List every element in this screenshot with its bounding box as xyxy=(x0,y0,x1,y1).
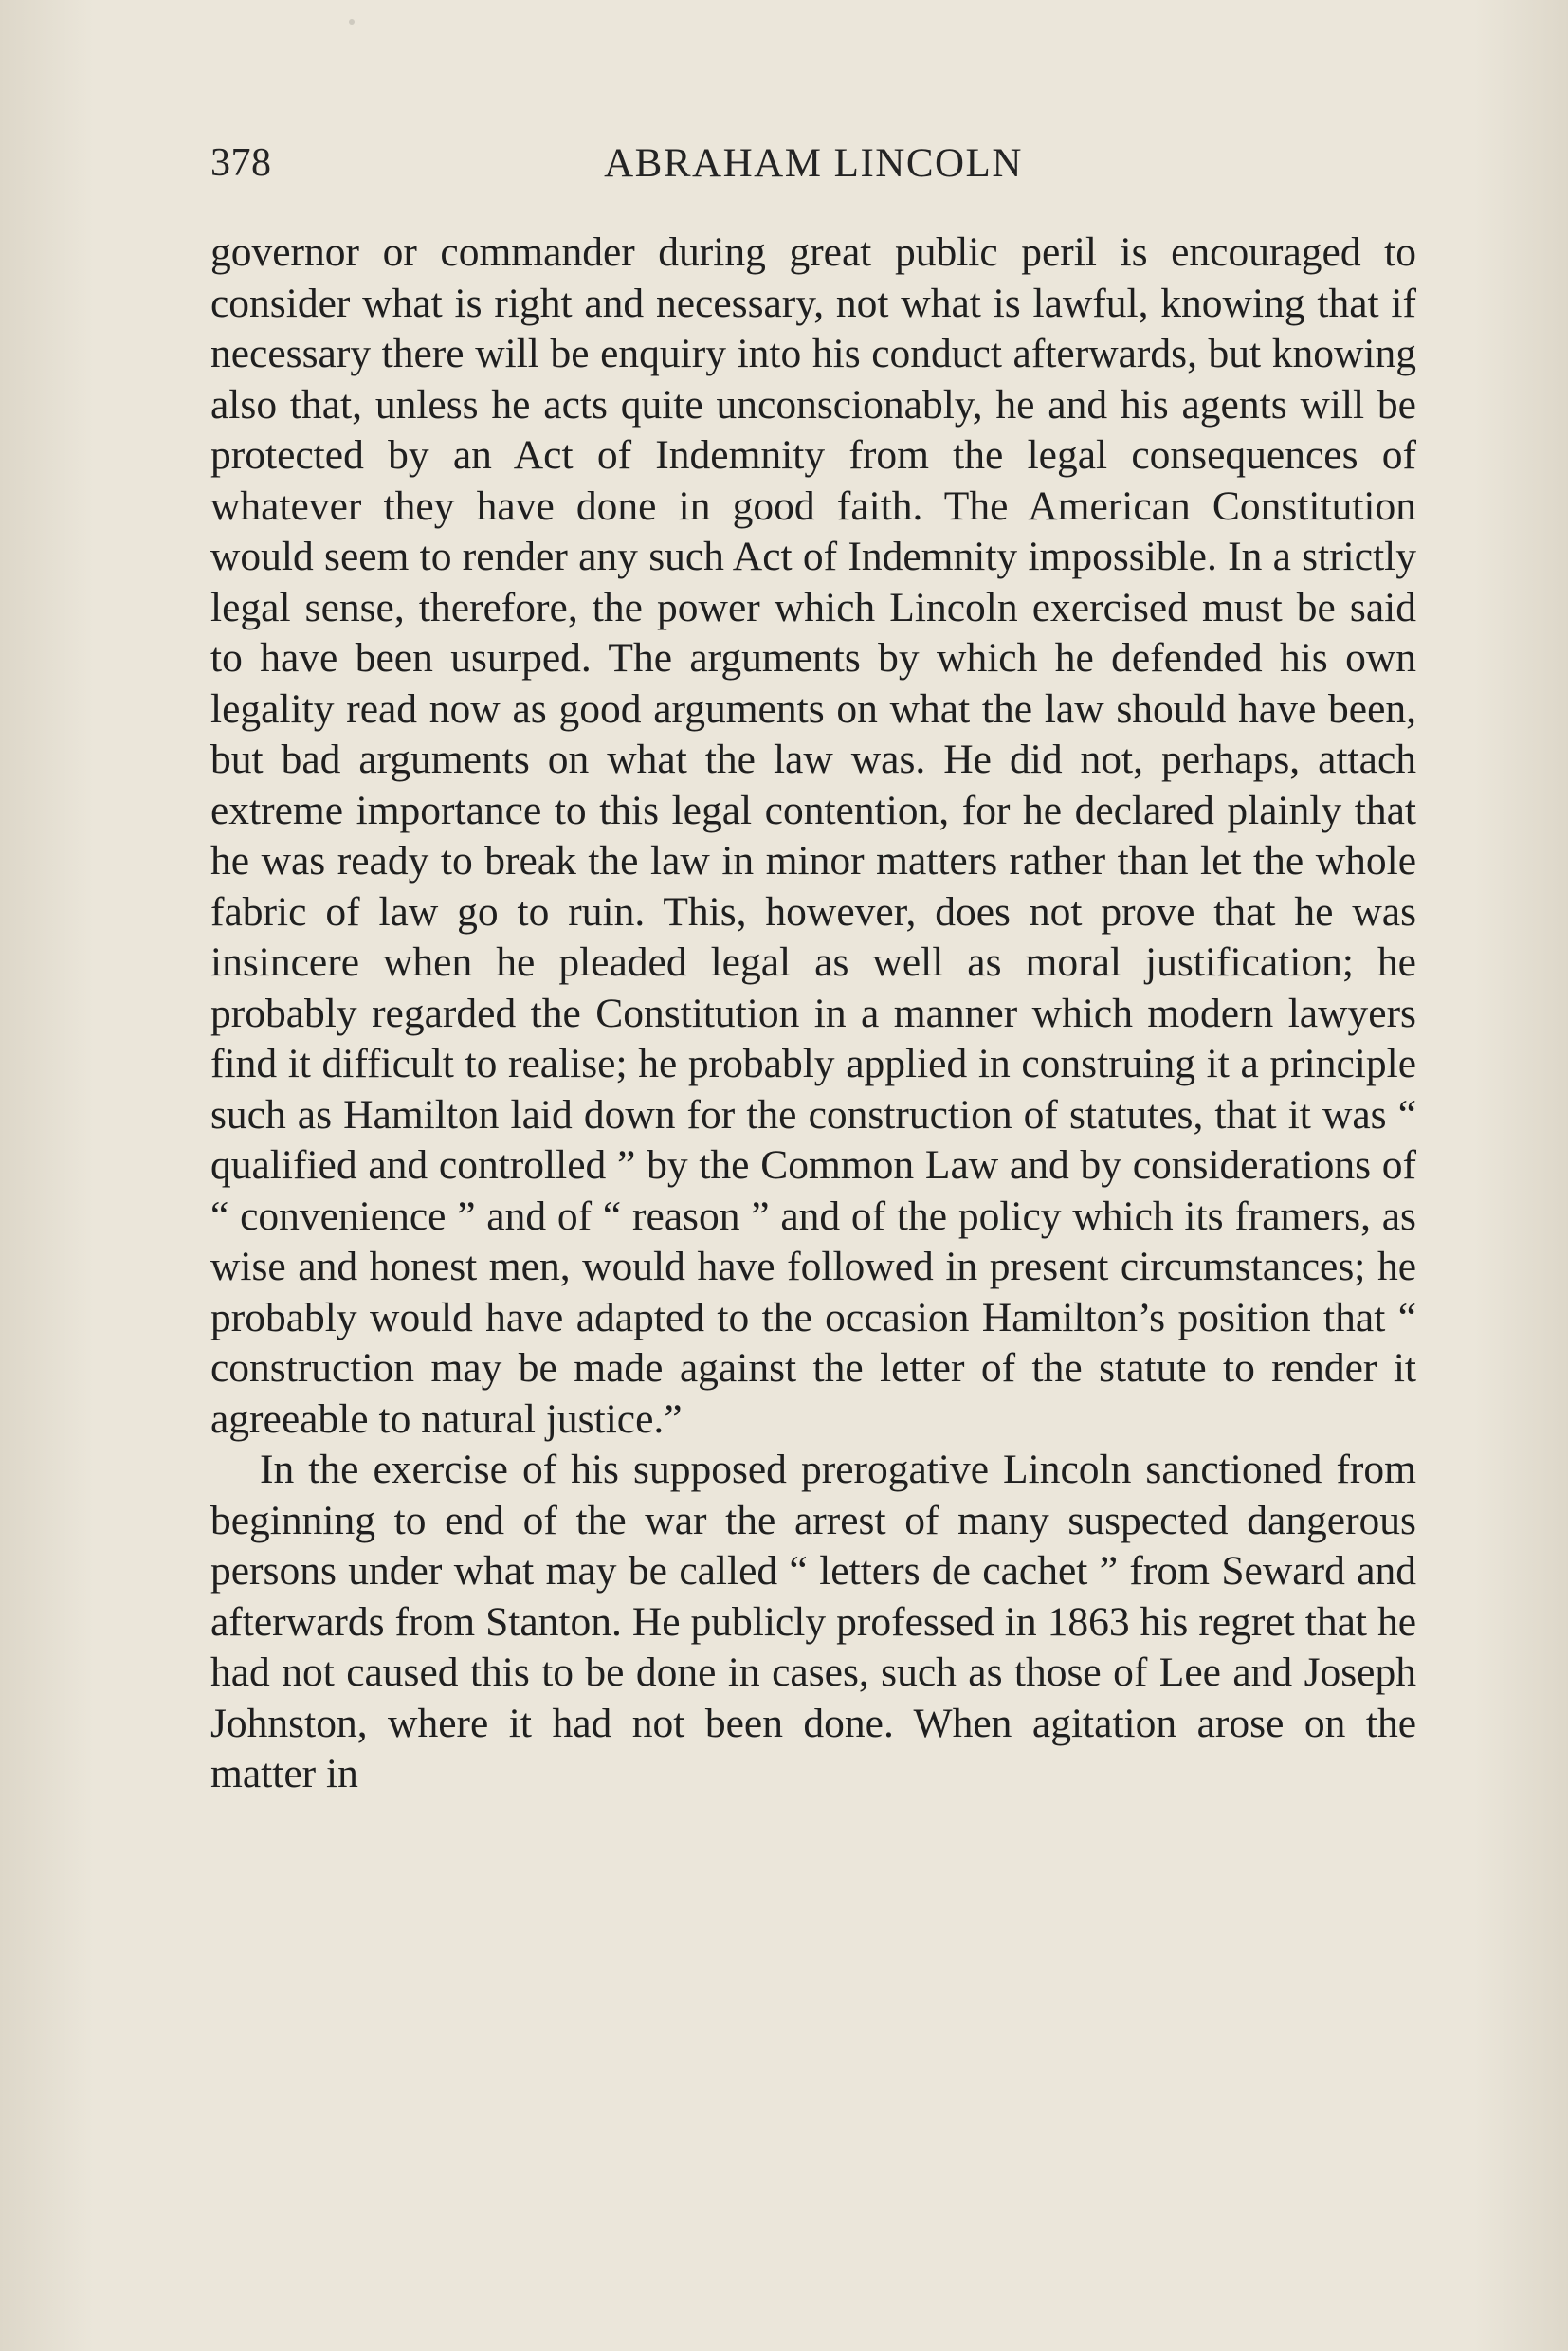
page-number: 378 xyxy=(210,141,272,185)
book-title: ABRAHAM LINCOLN xyxy=(604,141,1023,186)
paragraph: In the exercise of his supposed prerogative Lincoln sanctioned from beginning to end of the war the arrest of many suspected dangerous persons under what may be called “ letters de cachet ” from Seward and afterwards from Stanton. He publicly professed in 1863 his regret that he had not caused this to be done in cases, such as those of Lee and Joseph Johnston, where it had not been done. When agitation arose on the matter in xyxy=(210,1447,1416,1796)
body-text xyxy=(210,228,1416,1800)
paragraph: governor or commander during great public peril is encouraged to consider what is right and necessary, not what is lawful, knowing that if necessary there will be enquiry into his conduct afterwards, but knowing also that, unless he acts quite unconscionably, he and his agents will be protected by an Act of Indemnity from the legal consequences of whatever they have done in good faith. The American Constitution would seem to render any such Act of Indemnity impossible. In a strictly legal sense, therefore, the power which Lincoln exercised must be said to have been usurped. The arguments by which he defended his own legality read now as good arguments on what the law should have been, but bad arguments on what the law was. He did not, perhaps, attach extreme importance to this legal contention, for he declared plainly that he was ready to break the law in minor matters rather than let the whole fabric of law go to ruin. This, however, does not prove that he was insincere when he pleaded legal as well as moral justification; he probably regarded the Constitution in a manner which modern lawyers find it difficult to realise; he probably applied in construing it a principle such as Hamilton laid down for the construction of statutes, that it was “ qualified and controlled ” by the Common Law and by considerations of “ convenience ” and of “ reason ” and of the policy which its framers, as wise and honest men, would have followed in present circumstances; he probably would have adapted to the occasion Hamilton’s position that “ construction may be made against the letter of the statute to render it agreeable to natural justice.” xyxy=(210,229,1416,1442)
paper-speck xyxy=(349,19,355,25)
running-head xyxy=(210,140,1416,193)
